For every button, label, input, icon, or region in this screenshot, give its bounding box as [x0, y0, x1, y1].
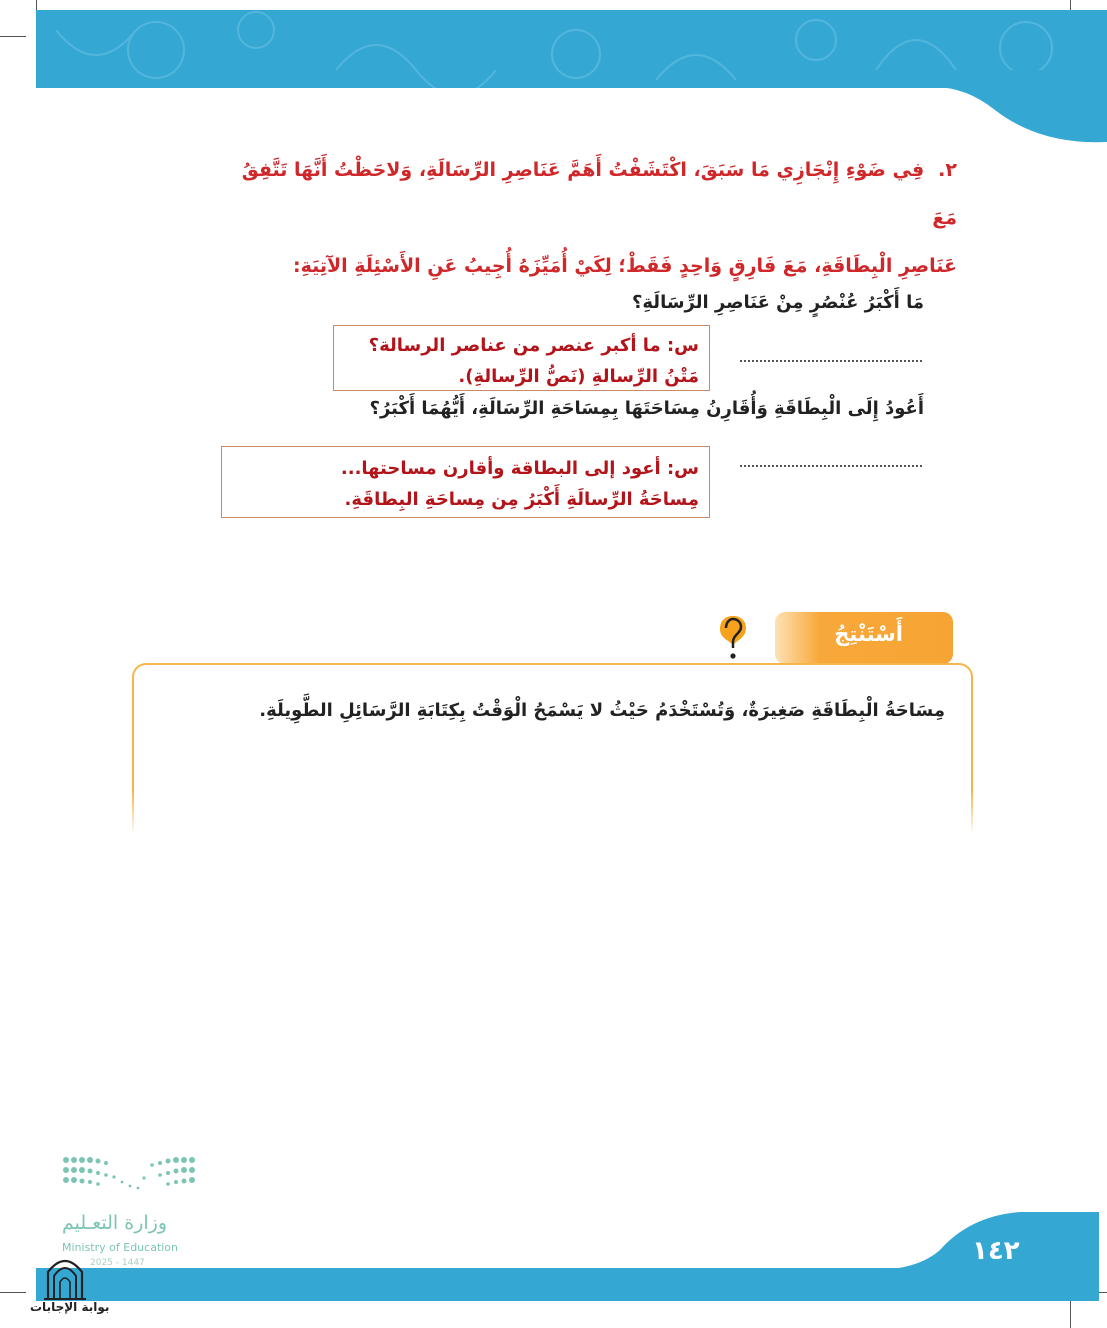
- conclusion-text: مِسَاحَةُ الْبِطَاقَةِ صَغِيرَةٌ، وَتُسْتَخْدَمُ حَيْثُ لا يَسْمَحُ الْوَقْتُ بِكِتَابَةِ الرَّسَائِلِ الطَّوِيلَةِ.: [259, 700, 945, 721]
- conclusion-tab: [775, 612, 953, 664]
- bottom-banner: [36, 1268, 1099, 1301]
- crop-mark: [1070, 1300, 1071, 1328]
- answer-text-1: مَتْنُ الرِّسالةِ (نَصُّ الرِّسالةِ).: [458, 366, 699, 387]
- answer-question-1: س: ما أكبر عنصر من عناصر الرسالة؟: [368, 335, 699, 356]
- answer-question-2: س: أعود إلى البطاقة وأقارن مساحتها...: [340, 458, 699, 479]
- answer-box-1: [333, 325, 710, 391]
- sub-question-1: مَا أَكْبَرُ عُنْصُرٍ مِنْ عَنَاصِرِ الرِّسَالَةِ؟: [631, 292, 924, 313]
- ministry-logo-icon: [60, 1152, 200, 1202]
- conclusion-fade: [120, 790, 990, 840]
- ministry-name-english: Ministry of Education: [62, 1241, 179, 1254]
- answer-box-2: [221, 446, 710, 518]
- banner-curve: [920, 70, 1107, 145]
- crop-mark: [0, 36, 26, 37]
- ministry-name-arabic: وزارة التعـليم: [62, 1212, 168, 1234]
- conclusion-label: أَسْتَنْتِجُ: [834, 622, 903, 646]
- answer-dotted-line: [740, 360, 922, 362]
- page-number: ١٤٢: [972, 1236, 1020, 1266]
- answer-text-2: مِساحَةُ الرِّسالَةِ أَكْبَرُ مِن مِساحَةِ البِطاقَةِ.: [344, 489, 699, 510]
- ministry-year: 2025 - 1447: [90, 1258, 145, 1268]
- answer-dotted-line: [740, 465, 922, 467]
- watermark-text: بوابة الإجابات: [30, 1300, 110, 1314]
- crop-mark: [0, 1292, 26, 1293]
- mosque-gate-icon: [44, 1254, 86, 1300]
- question-text-1: فِي ضَوْءِ إِنْجَازِي مَا سَبَقَ، اكْتَشَفْتُ أَهَمَّ عَنَاصِرِ الرِّسَالَةِ، وَلاحَظْتُ أَنَّهَا تَتَّفِقُ مَعَ: [241, 159, 957, 229]
- question-mark-icon: [718, 614, 748, 662]
- question-intro: [237, 146, 957, 290]
- question-line-2: عَنَاصِرِ الْبِطَاقَةِ، مَعَ فَارِقٍ وَاحِدٍ فَقَطْ؛ لِكَيْ أُمَيِّزَهُ أُجِيبُ عَنِ الأَسْئِلَةِ الآتِيَةِ:: [292, 255, 957, 277]
- question-number: ٢.: [938, 159, 957, 181]
- sub-question-2: أَعُودُ إِلَى الْبِطَاقَةِ وَأُقَارِنُ مِسَاحَتَهَا بِمِسَاحَةِ الرِّسَالَةِ، أَيُّهُمَا أَكْبَرُ؟: [369, 398, 924, 419]
- question-line-1: [237, 146, 957, 242]
